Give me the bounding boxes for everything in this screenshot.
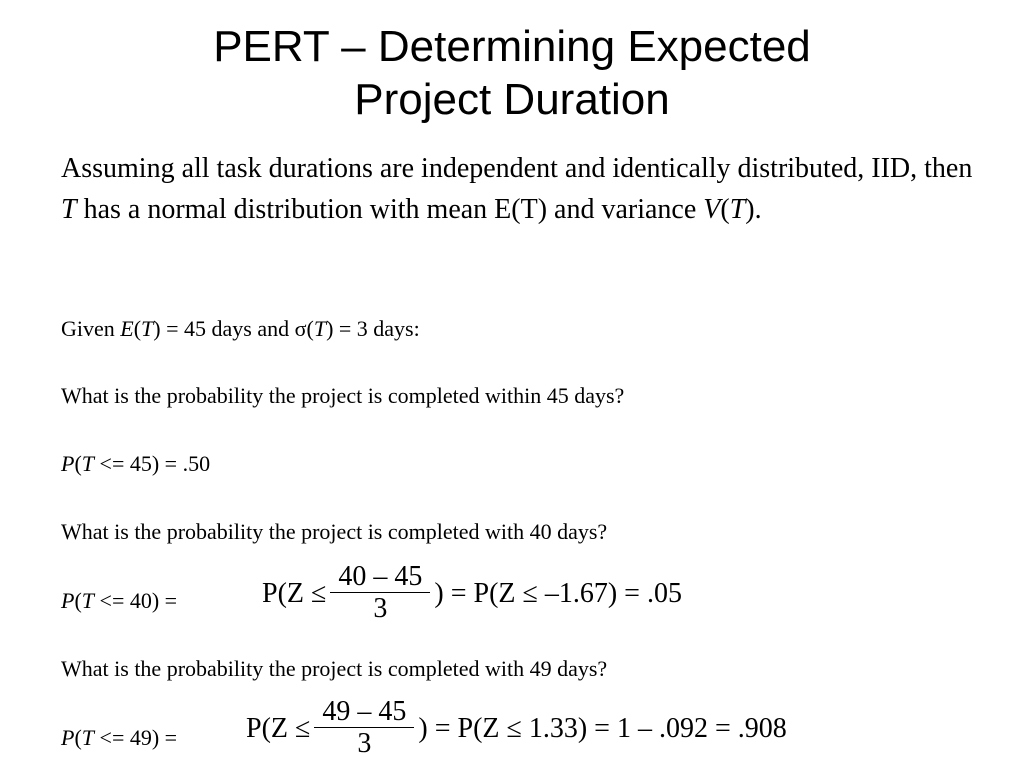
equation-2-right: ) = P(Z ≤ –1.67) = .05 [434, 577, 682, 609]
answer-1-var-p: P [61, 451, 75, 476]
answer-3-var-t: T [81, 725, 95, 750]
question-3: What is the probability the project is completed with 49 days? [61, 656, 608, 681]
answer-2-var-t: T [81, 588, 95, 613]
answer-1-rest: <= 45) = .50 [94, 451, 211, 476]
equation-2-denominator: 3 [373, 593, 388, 624]
slide-title-line1: PERT – Determining Expected [213, 22, 811, 71]
answer-1 [61, 450, 210, 478]
given-var-t: T [141, 316, 154, 341]
given-var-e: E [120, 316, 134, 341]
intro-text-2: has a normal distribution with mean E(T) and variance [76, 194, 704, 225]
intro-var-t2: T [729, 194, 746, 225]
answer-3-label [61, 724, 177, 752]
answer-3-rest: <= 49) = [94, 725, 178, 750]
given-var-t2: T [313, 316, 327, 341]
intro-var-t: T [61, 194, 77, 225]
answer-2-var-p: P [61, 588, 75, 613]
given-mid: ) = 45 days and σ( [153, 316, 314, 341]
given-open: ( [133, 316, 142, 341]
slide-title-line2: Project Duration [354, 75, 670, 124]
intro-text-1: Assuming all task durations are independent and identically distributed, IID, then [61, 153, 973, 184]
equation-2-left: P(Z ≤ [262, 577, 327, 609]
answer-3-open: ( [74, 725, 82, 750]
equation-3-fraction [314, 697, 414, 760]
equation-3-numerator: 49 – 45 [314, 697, 414, 728]
answer-2-open: ( [74, 588, 82, 613]
slide-title [0, 20, 1024, 126]
given-prefix: Given [61, 316, 121, 341]
given-line [61, 315, 420, 343]
answer-3-var-p: P [61, 725, 75, 750]
equation-3-right: ) = P(Z ≤ 1.33) = 1 – .092 = .908 [418, 712, 787, 744]
intro-text-3: ( [720, 194, 730, 225]
equation-3 [246, 697, 787, 760]
equation-2-fraction [330, 562, 430, 625]
equation-3-denominator: 3 [357, 728, 372, 759]
answer-2-label [61, 587, 177, 615]
given-end: ) = 3 days: [326, 316, 420, 341]
answer-1-open: ( [74, 451, 82, 476]
intro-text-4: ). [745, 194, 762, 225]
equation-2-numerator: 40 – 45 [330, 562, 430, 593]
intro-var-v: V [703, 194, 721, 225]
answer-1-var-t: T [81, 451, 95, 476]
intro-paragraph [61, 148, 991, 230]
answer-2-rest: <= 40) = [94, 588, 178, 613]
equation-2 [262, 562, 682, 625]
question-1: What is the probability the project is completed within 45 days? [61, 383, 625, 408]
equation-3-left: P(Z ≤ [246, 712, 311, 744]
question-2: What is the probability the project is completed with 40 days? [61, 519, 608, 544]
